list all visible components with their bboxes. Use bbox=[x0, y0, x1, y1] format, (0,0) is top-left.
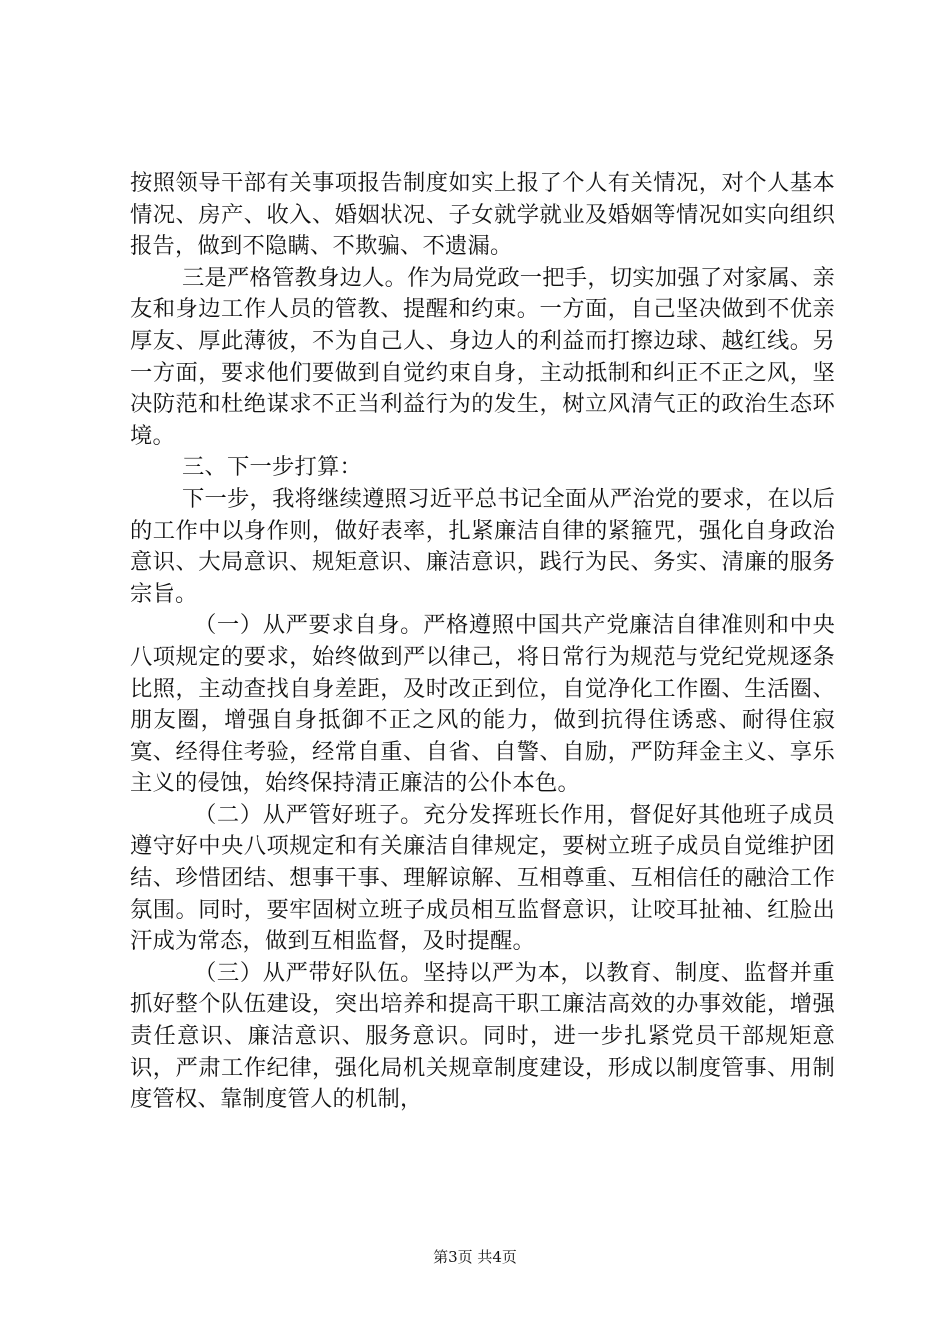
paragraph-item-2: （二）从严管好班子。充分发挥班长作用，督促好其他班子成员遵守好中央八项规定和有关廉洁自律规定，要树立班子成员自觉维护团结、珍惜团结、想事干事、理解谅解、互相尊重、互相信任的融洽工作氛围。同时，要牢固树立班子成员相互监督意识，让咬耳扯袖、红脸出汗成为常态，做到互相监督，及时提醒。 bbox=[130, 801, 835, 955]
section-heading-next-steps: 三、下一步打算： bbox=[182, 454, 362, 481]
paragraph-next-steps-intro: 下一步，我将继续遵照习近平总书记全面从严治党的要求，在以后的工作中以身作则，做好表率，扎紧廉洁自律的紧箍咒，强化自身政治意识、大局意识、规矩意识、廉洁意识，践行为民、务实、清廉的服务宗旨。 bbox=[130, 485, 835, 607]
paragraph-item-3: （三）从严带好队伍。坚持以严为本，以教育、制度、监督并重抓好整个队伍建设，突出培养和提高干职工廉洁高效的办事效能，增强责任意识、廉洁意识、服务意识。同时，进一步扎紧党员干部规矩意识，严肃工作纪律，强化局机关规章制度建设，形成以制度管事、用制度管权、靠制度管人的机制， bbox=[130, 959, 835, 1113]
paragraph-item-1: （一）从严要求自身。严格遵照中国共产党廉洁自律准则和中央八项规定的要求，始终做到严以律己，将日常行为规范与党纪党规逐条比照，主动查找自身差距，及时改正到位，自觉净化工作圈、生活圈、朋友圈，增强自身抵御不正之风的能力，做到抗得住诱惑、耐得住寂寞、经得住考验，经常自重、自省、自警、自励，严防拜金主义、享乐主义的侵蚀，始终保持清正廉洁的公仆本色。 bbox=[130, 612, 835, 797]
paragraph-family-discipline: 三是严格管教身边人。作为局党政一把手，切实加强了对家属、亲友和身边工作人员的管教、提醒和约束。一方面，自己坚决做到不优亲厚友、厚此薄彼，不为自己人、身边人的利益而打擦边球、越红线。另一方面，要求他们要做到自觉约束自身，主动抵制和纠正不正之风，坚决防范和杜绝谋求不正当利益行为的发生，树立风清气正的政治生态环境。 bbox=[130, 264, 835, 449]
document-body bbox=[130, 168, 835, 1116]
paragraph-reporting: 按照领导干部有关事项报告制度如实上报了个人有关情况，对个人基本情况、房产、收入、婚姻状况、子女就学就业及婚姻等情况如实向组织报告，做到不隐瞒、不欺骗、不遗漏。 bbox=[130, 170, 835, 260]
page-number-footer: 第3页 共4页 bbox=[433, 1248, 517, 1266]
